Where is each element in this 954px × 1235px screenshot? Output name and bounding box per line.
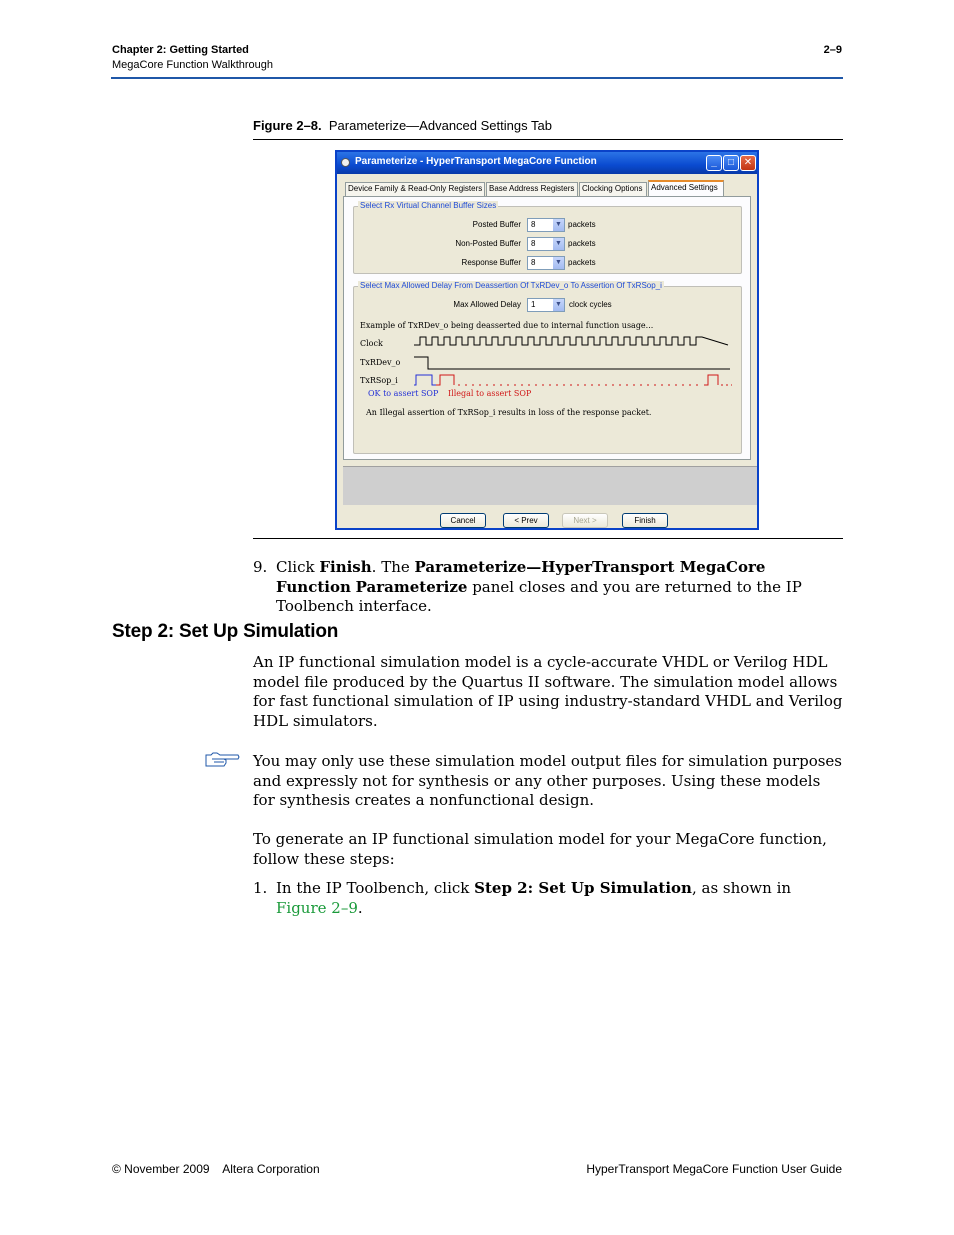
set-up-simulation-term: Step 2: Set Up Simulation [474, 879, 692, 897]
step-1-part: . [357, 898, 363, 917]
running-header-section: MegaCore Function Walkthrough [112, 59, 274, 71]
tab-base-address-registers[interactable]: Base Address Registers [486, 182, 578, 196]
minimize-icon[interactable]: _ [706, 155, 722, 171]
figure-title: Parameterize—Advanced Settings Tab [328, 118, 552, 133]
page-number: 2–9 [823, 44, 842, 56]
rx-group-title: Select Rx Virtual Channel Buffer Sizes [360, 201, 497, 210]
chevron-down-icon[interactable]: ▼ [553, 257, 564, 269]
step-9-part: panel closes and you are returned to the IP Toolbench interface. [276, 577, 802, 616]
response-buffer-label: Response Buffer [461, 258, 521, 267]
posted-buffer-value: 8 [531, 220, 536, 229]
simulation-intro-paragraph: An IP functional simulation model is a cycle-accurate VHDL or Verilog HDL model file produced by the Quartus II software. The simulation model allows for fast functional simulation of IP using industry-standard VHDL and Verilog HDL simulators. [253, 653, 843, 730]
response-buffer-select[interactable] [527, 256, 565, 270]
non-posted-buffer-value: 8 [531, 239, 536, 248]
chevron-down-icon[interactable]: ▼ [553, 219, 564, 231]
max-allowed-delay-label: Max Allowed Delay [453, 300, 521, 309]
non-posted-buffer-select[interactable] [527, 237, 565, 251]
figure-rule-top [253, 139, 843, 140]
max-allowed-delay-value: 1 [531, 300, 536, 309]
ok-to-assert-label: OK to assert SOP [368, 389, 439, 398]
clock-signal-label: Clock [360, 339, 383, 348]
txrsop-illegal-waveform [436, 375, 454, 385]
posted-buffer-unit: packets [568, 220, 596, 229]
tab-device-family[interactable]: Device Family & Read-Only Registers [345, 182, 485, 196]
step-1-part: , as shown in [691, 879, 792, 897]
response-buffer-value: 8 [531, 258, 536, 267]
finish-term: Finish [319, 558, 372, 576]
max-allowed-delay-unit: clock cycles [569, 300, 612, 309]
cancel-button[interactable]: Cancel [440, 513, 486, 528]
chevron-down-icon[interactable]: ▼ [553, 238, 564, 250]
tab-advanced-settings[interactable]: Advanced Settings [648, 180, 724, 196]
rx-buffer-group [353, 201, 742, 274]
response-buffer-unit: packets [568, 258, 596, 267]
figure-rule-bottom [253, 538, 843, 539]
dialog-title-bar[interactable] [337, 152, 757, 174]
note-text: You may only use these simulation model output files for simulation purposes and expressly not for synthesis or any other purposes. Using these models for synthesis creates a nonfunctional design. [253, 752, 842, 810]
tab-clocking-options[interactable]: Clocking Options [579, 182, 647, 196]
footer-guide-title: HyperTransport MegaCore Function User Guide [586, 1162, 842, 1176]
header-rule [111, 77, 843, 79]
max-delay-group [353, 281, 742, 454]
txrsop-ok-waveform [414, 375, 436, 385]
step-1-part: In the IP Toolbench, click [276, 879, 475, 897]
non-posted-buffer-label: Non-Posted Buffer [455, 239, 521, 248]
footer-copyright: © November 2009 Altera Corporation [112, 1162, 320, 1176]
close-icon[interactable]: ✕ [740, 155, 756, 171]
step-9-text [276, 558, 843, 617]
step-9-part: . The [371, 558, 415, 576]
txrdev-signal-label: TxRDev_o [360, 358, 401, 367]
prev-button[interactable]: < Prev [503, 513, 549, 528]
illegal-to-assert-label: Illegal to assert SOP [448, 389, 532, 398]
max-allowed-delay-select[interactable] [527, 298, 565, 312]
section-heading: Step 2: Set Up Simulation [112, 621, 339, 642]
figure-2-9-link[interactable]: Figure 2–9 [276, 898, 358, 917]
running-header-chapter: Chapter 2: Getting Started [112, 44, 249, 56]
maximize-icon[interactable]: □ [723, 155, 739, 171]
figure-caption [253, 118, 552, 133]
posted-buffer-label: Posted Buffer [472, 220, 521, 229]
step-1-text [276, 879, 843, 918]
parameterize-term: Parameterize [355, 577, 468, 596]
advanced-settings-panel [343, 196, 751, 460]
pointing-hand-icon [204, 751, 240, 769]
step-1-number: 1. [253, 879, 268, 897]
step-9-number: 9. [253, 558, 268, 576]
parameterize-dialog [335, 150, 759, 530]
txrsop-illegal-pulse [704, 375, 718, 385]
txrdev-waveform [414, 357, 730, 369]
dialog-name-term: Parameterize—HyperTransport MegaCore Function [276, 558, 766, 596]
finish-button[interactable]: Finish [622, 513, 668, 528]
chevron-down-icon[interactable]: ▼ [553, 299, 564, 311]
next-button[interactable]: Next > [562, 513, 608, 528]
step-9-part: Click [276, 558, 320, 576]
timing-example-text: Example of TxRDev_o being deasserted due to internal function usage... [360, 321, 654, 330]
timing-diagram [412, 335, 732, 390]
delay-group-title: Select Max Allowed Delay From Deassertion Of TxRDev_o To Assertion Of TxRSop_i [360, 281, 662, 290]
generate-model-paragraph: To generate an IP functional simulation model for your MegaCore function, follow these steps: [253, 830, 827, 868]
illegal-assertion-note: An Illegal assertion of TxRSop_i results in loss of the response packet. [366, 408, 652, 417]
non-posted-buffer-unit: packets [568, 239, 596, 248]
clock-waveform [414, 337, 728, 345]
app-icon [341, 158, 350, 167]
txrsop-signal-label: TxRSop_i [360, 376, 398, 385]
posted-buffer-select[interactable] [527, 218, 565, 232]
message-panel [343, 466, 757, 505]
figure-number: Figure 2–8. [253, 118, 322, 133]
dialog-title: Parameterize - HyperTransport MegaCore Function [355, 156, 597, 167]
